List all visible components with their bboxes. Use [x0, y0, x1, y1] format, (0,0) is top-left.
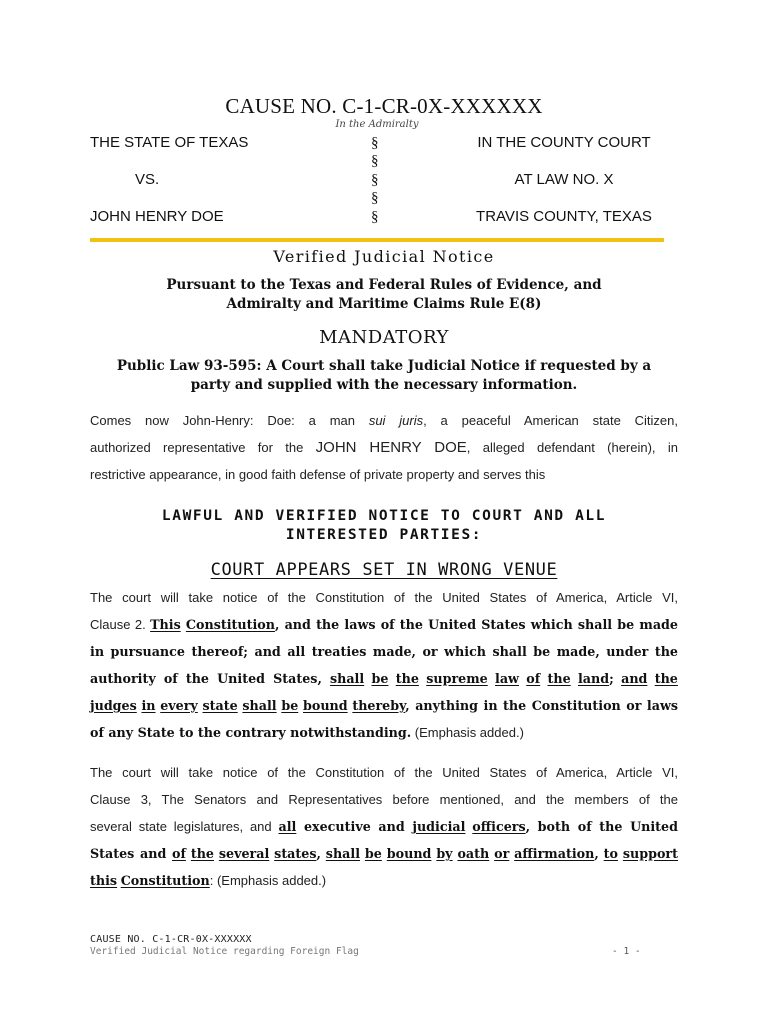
para1-line: [90, 719, 678, 746]
notice-heading-line: LAWFUL AND VERIFIED NOTICE TO COURT AND ALL: [161, 508, 607, 524]
emph: This: [150, 617, 181, 632]
intro-line: [90, 407, 678, 434]
cause-number-title: CAUSE NO. C-1-CR-0X-XXXXXX: [225, 94, 543, 118]
para1-line: The court will take notice of the Constitution of the United States of America, Article VI,: [90, 590, 678, 605]
emph: Constitution: [185, 617, 275, 632]
para1-line: [90, 638, 678, 665]
emph: to: [603, 846, 618, 861]
para2-line: [90, 867, 678, 894]
pursuant-line: Admiralty and Maritime Claims Rule E(8): [226, 296, 542, 312]
emph: in: [141, 698, 156, 713]
emph: by: [436, 846, 453, 861]
emph: law: [495, 671, 519, 686]
para1-line: [90, 611, 678, 638]
caption-plaintiff: THE STATE OF TEXAS: [90, 134, 249, 151]
caption-divider: [90, 238, 664, 242]
emph: bound: [302, 698, 348, 713]
emph: be: [371, 671, 389, 686]
emph: support: [622, 846, 678, 861]
footer-subtitle: Verified Judicial Notice regarding Foreign Flag: [90, 946, 359, 957]
emph: several: [218, 846, 270, 861]
para2-line: [90, 840, 678, 867]
emph: shall: [329, 671, 365, 686]
caption-court-number: AT LAW NO. X: [514, 171, 614, 188]
para2-line: Clause 3, The Senators and Representatives before mentioned, and the members of the: [90, 792, 678, 807]
emph: affirmation: [514, 846, 595, 861]
emph: all: [278, 819, 297, 834]
para1-line: [90, 692, 678, 719]
section-mark: §: [371, 190, 379, 206]
section-mark: §: [371, 153, 379, 169]
section-mark: §: [371, 172, 379, 188]
para-text: (Emphasis added.): [411, 725, 524, 740]
emph: state: [202, 698, 238, 713]
emph: be: [281, 698, 299, 713]
pursuant-subtitle: [0, 276, 768, 314]
para-bold: States and: [90, 846, 173, 861]
intro-text: Comes now John-Henry: Doe: a man: [90, 413, 369, 428]
para-bold: in pursuance thereof; and all treaties made, or which shall be made, under the: [90, 644, 678, 659]
emph: Constitution: [120, 873, 210, 888]
para-text: several state legislatures, and: [90, 819, 279, 834]
emph: officers: [472, 819, 526, 834]
para2-line: [90, 813, 678, 840]
emph: states: [274, 846, 317, 861]
emph: be: [364, 846, 382, 861]
admiralty-subtitle: In the Admiralty: [335, 119, 419, 130]
public-law-line: party and supplied with the necessary information.: [190, 377, 578, 393]
mandatory-heading: MANDATORY: [319, 327, 449, 348]
emph: judges: [90, 698, 137, 713]
para-text: Clause 2.: [90, 617, 151, 632]
emph: every: [160, 698, 198, 713]
footer-cause-number: CAUSE NO. C-1-CR-0X-XXXXXX: [90, 934, 252, 945]
document-title: Verified Judicial Notice: [273, 247, 495, 266]
para2-line: The court will take notice of the Constitution of the United States of America, Article VI,: [90, 765, 678, 780]
caption-defendant: JOHN HENRY DOE: [90, 208, 224, 225]
para-bold: executive and: [296, 819, 413, 834]
venue-heading: COURT APPEARS SET IN WRONG VENUE: [210, 560, 558, 580]
intro-text: authorized representative for the: [90, 440, 316, 455]
para-bold: ,: [594, 846, 599, 861]
para-bold: of any State to the contrary notwithstanding.: [90, 725, 412, 740]
emph: shall: [242, 698, 277, 713]
para-bold: , both of the United: [525, 819, 678, 834]
para-bold: ,: [316, 846, 321, 861]
emph: of: [172, 846, 186, 861]
public-law-statement: [0, 357, 768, 395]
emph: the: [395, 671, 419, 686]
notice-heading-line: INTERESTED PARTIES:: [285, 527, 483, 543]
section-mark: §: [371, 209, 379, 225]
emph: this: [90, 873, 118, 888]
caption-court: IN THE COUNTY COURT: [477, 134, 651, 151]
intro-italic: sui juris: [368, 413, 424, 428]
para-bold: ;: [609, 671, 614, 686]
emph: or: [494, 846, 510, 861]
emph: the: [547, 671, 571, 686]
para1-line: [90, 665, 678, 692]
emph: land: [577, 671, 610, 686]
page-number: - 1 -: [612, 946, 641, 957]
caption-county: TRAVIS COUNTY, TEXAS: [476, 208, 652, 225]
para-bold: authority of the United States,: [90, 671, 330, 686]
intro-text: , alleged defendant (herein), in: [466, 440, 678, 455]
pursuant-line: Pursuant to the Texas and Federal Rules of Evidence, and: [166, 277, 602, 293]
para-bold: , anything in the Constitution or laws: [405, 698, 679, 713]
para-text: : (Emphasis added.): [209, 873, 327, 888]
emph: the: [654, 671, 678, 686]
notice-heading: [0, 507, 768, 545]
intro-text: , a peaceful American state Citizen,: [423, 413, 678, 428]
emph: and: [621, 671, 648, 686]
emph: thereby: [352, 698, 406, 713]
section-mark: §: [371, 135, 379, 151]
emph: shall: [325, 846, 361, 861]
emph: supreme: [426, 671, 488, 686]
defendant-name: JOHN HENRY DOE: [315, 439, 467, 456]
para-bold: , and the laws of the United States which shall be made: [274, 617, 678, 632]
public-law-line: Public Law 93-595: A Court shall take Judicial Notice if requested by a: [116, 358, 652, 374]
caption-versus: VS.: [135, 171, 160, 188]
intro-line: restrictive appearance, in good faith defense of private property and serves this: [90, 467, 546, 482]
emph: bound: [386, 846, 432, 861]
intro-line: [90, 434, 678, 461]
emph: the: [190, 846, 214, 861]
emph: of: [526, 671, 541, 686]
emph: judicial: [412, 819, 466, 834]
emph: oath: [457, 846, 490, 861]
